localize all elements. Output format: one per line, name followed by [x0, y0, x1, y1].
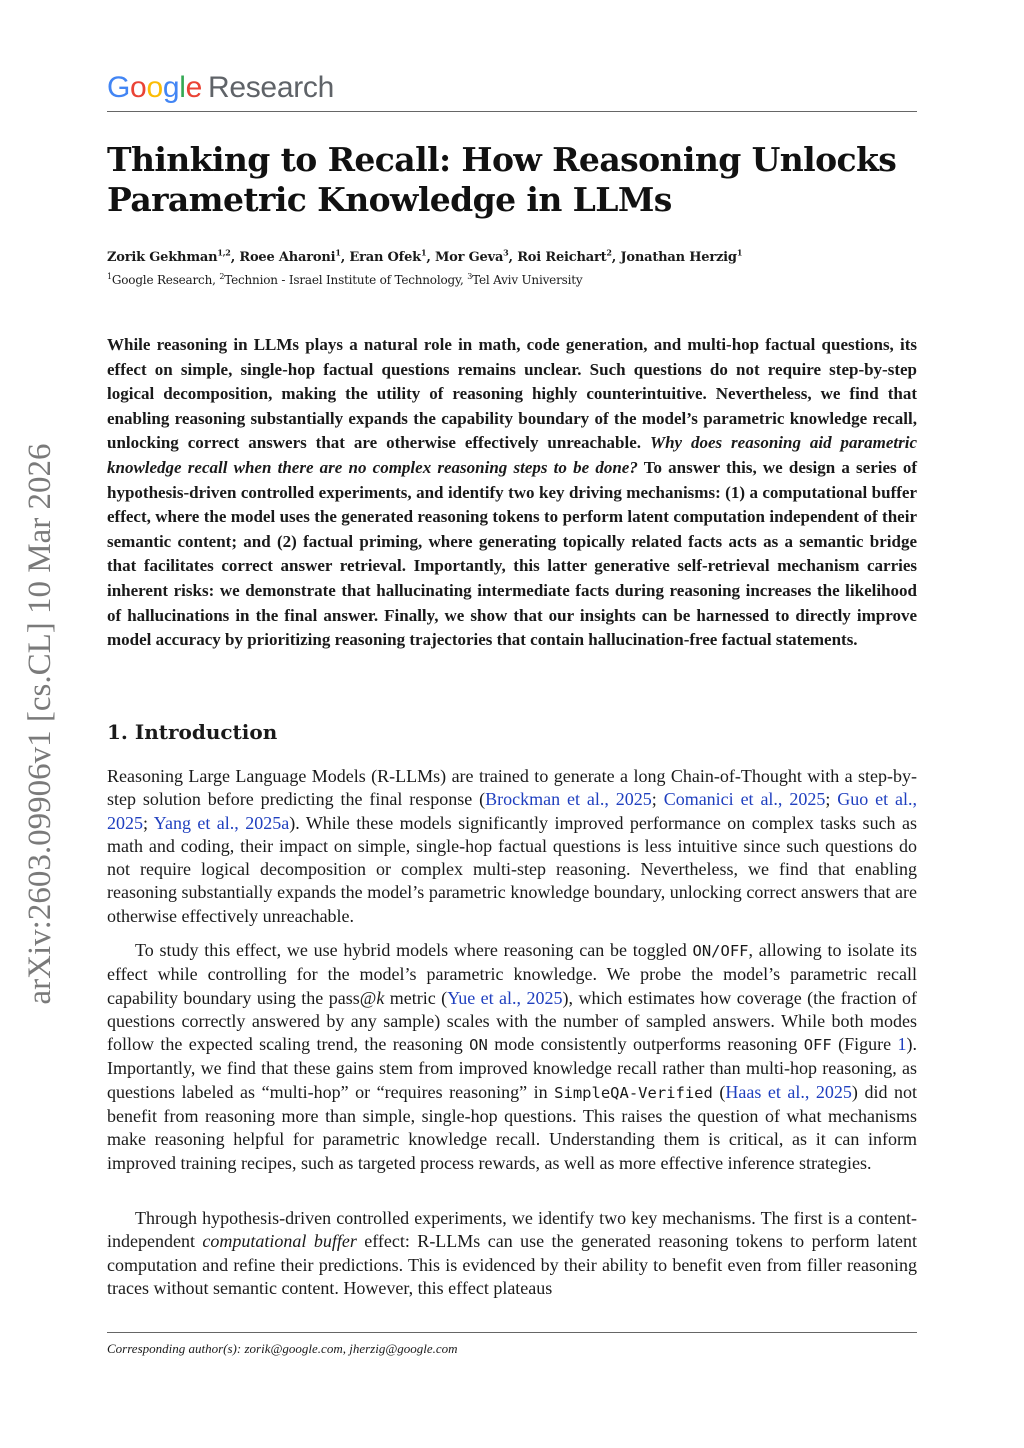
affil-sup: 1 — [107, 272, 112, 281]
body-text: To study this effect, we use hybrid models where reasoning can be toggled — [135, 940, 693, 960]
logo-letter: g — [162, 71, 180, 104]
author-name: Roee Aharoni — [239, 250, 336, 265]
body-text: (Figure — [831, 1034, 898, 1055]
abstract — [107, 333, 917, 653]
footer-rule — [107, 1332, 917, 1333]
body-text: Through hypothesis-driven controlled experiments, we identify two key mechanisms. The first is a content-independent — [107, 1208, 917, 1252]
abstract-text: While reasoning in LLMs plays a natural role in math, code generation, and multi-hop factual questions, its effect on simple, single-hop factual questions remains unclear. Such questions do not require step-by-step logical decomposition, making the utility of reasoning highly counterintuitive. Nevertheless, we find that enabling reasoning substantially expands the capability boundary of the model’s parametric knowledge recall, unlocking correct answers that are otherwise effectively unreachable. — [107, 335, 917, 453]
logo-letter: o — [146, 71, 163, 104]
math-variable: k — [376, 987, 385, 1008]
author-name: Eran Ofek — [349, 250, 421, 265]
author-affil-sup: 2 — [606, 247, 612, 258]
section-heading-introduction: 1. Introduction — [107, 720, 278, 744]
body-text: ; — [143, 812, 154, 833]
logo-letter: l — [179, 71, 186, 104]
author-name: Roi Reichart — [517, 250, 607, 265]
citation-link[interactable]: Haas et al., 2025 — [725, 1081, 852, 1102]
citation-link[interactable]: Comanici et al., 2025 — [663, 789, 826, 810]
corresponding-author-note: Corresponding author(s): zorik@google.com, jherzig@google.com — [107, 1341, 458, 1356]
logo-letter: e — [185, 71, 202, 104]
author-affil-sup: 1 — [335, 247, 341, 258]
affiliation-name: Google Research — [111, 273, 213, 287]
code-term: ON/OFF — [692, 942, 749, 960]
logo-letter: G — [107, 71, 131, 104]
code-term: ON — [469, 1036, 488, 1055]
intro-paragraph-2 — [107, 939, 917, 1175]
author-affil-sup: 1 — [736, 247, 743, 258]
body-text: ; — [651, 789, 664, 810]
body-text: Reasoning Large Language Models (R-LLMs) are trained to generate a long Chain-of-Thought with a step-by-step solution before predicting the final response ( — [107, 766, 917, 810]
citation-link[interactable]: Yue et al., 2025 — [447, 987, 563, 1008]
author-affil-sup: 1 — [420, 247, 427, 258]
body-text: effect: R-LLMs can use the generated reasoning tokens to perform latent computation and refine their predictions. This is evidenced by their ability to benefit even from filler reasoning traces without semantic content. However, this effect plateaus — [107, 1231, 917, 1298]
body-text: ). While these models significantly improved performance on complex tasks such as math and coding, their impact on simple, single-hop factual questions is less intuitive since such questions do not require logical decomposition or complex multi-step reasoning. Nevertheless, we find that enabling reasoning substantially expands the model’s parametric knowledge boundary, unlocking correct answers that are otherwise effectively unreachable. — [107, 812, 917, 926]
author-affil-sup: 3 — [503, 247, 509, 258]
citation-link[interactable]: Brockman et al., 2025 — [485, 789, 652, 810]
affil-sup: 2 — [219, 272, 225, 281]
code-term: SimpleQA-Verified — [554, 1083, 713, 1102]
citation-link[interactable]: Guo et al., 2025 — [107, 789, 917, 833]
arxiv-side-stamp: arXiv:2603.09906v1 [cs.CL] 10 Mar 2026 — [22, 443, 58, 1005]
code-term: OFF — [803, 1036, 832, 1055]
body-text: , allowing to isolate its effect while controlling for the model’s parametric knowledge. We probe the model’s parametric recall capability boundary using the pass@ — [107, 940, 917, 1008]
emphasis-term: computational buffer — [202, 1231, 357, 1252]
abstract-question: Why does reasoning aid parametric knowledge recall when there are no complex reasoning steps to be done? — [107, 433, 917, 477]
affiliation-list: $^1$Google Research, $^2$Technion - Israel Institute of Technology, $^3$Tel Aviv University — [107, 272, 583, 287]
paper-title: Thinking to Recall: How Reasoning Unlocks Parametric Knowledge in LLMs — [107, 140, 897, 219]
header-rule — [107, 111, 917, 112]
figure-ref-link[interactable]: 1 — [897, 1034, 907, 1055]
body-text: ; — [825, 789, 838, 810]
logo-suffix: Research — [207, 71, 334, 104]
author-name: Zorik Gekhman — [107, 250, 218, 265]
author-affil-sup: 1,2 — [217, 247, 231, 258]
body-text: ). Importantly, we find that these gains stem from improved knowledge recall rather than multi-hop reasoning, as questions labeled as “multi-hop” or “requires reasoning” in — [107, 1034, 917, 1102]
body-text: ( — [712, 1081, 726, 1102]
affiliation-name: Tel Aviv University — [472, 273, 583, 287]
affil-sup: 3 — [467, 272, 473, 281]
abstract-text: To answer this, we design a series of hypothesis-driven controlled experiments, and identify two key driving mechanisms: (1) a computational buffer effect, where the model uses the generated reasoning tokens to perform latent computation independent of their semantic content; and (2) factual priming, where generating topically related facts acts as a semantic bridge that facilitates correct answer retrieval. Importantly, this latter generative self-retrieval mechanism carries inherent risks: we demonstrate that hallucinating intermediate facts during reasoning increases the likelihood of hallucinations in the final answer. Finally, we show that our insights can be harnessed to directly improve model accuracy by prioritizing reasoning trajectories that contain hallucination-free factual statements. — [107, 457, 917, 650]
body-text: ) did not benefit from reasoning more than simple, single-hop questions. This raises the question of what mechanisms make reasoning helpful for parametric knowledge recall. Understanding them is critical, as it can inform improved training recipes, such as targeted process rewards, as well as more effective inference strategies. — [107, 1081, 917, 1173]
body-text: mode consistently outperforms reasoning — [487, 1034, 804, 1055]
intro-paragraph-1 — [107, 765, 917, 928]
body-text: metric ( — [384, 987, 448, 1008]
intro-paragraph-3 — [107, 1207, 917, 1300]
author-name: Jonathan Herzig — [620, 250, 737, 265]
google-research-logo — [107, 70, 334, 106]
citation-link[interactable]: Yang et al., 2025a — [153, 812, 290, 833]
author-name: Mor Geva — [434, 250, 504, 265]
logo-letter: o — [130, 71, 147, 104]
body-text: ), which estimates how coverage (the fraction of questions correctly answered by any sample) scales with the number of sampled answers. While both modes follow the expected scaling trend, the reasoning — [107, 987, 917, 1055]
author-list: Zorik Gekhman$^{1,2}$, Roee Aharoni$^1$, Eran Ofek$^1$, Mor Geva$^3$, Roi Reichart$^2$, Jonathan Herzig$^1$ — [107, 247, 743, 265]
affiliation-name: Technion - Israel Institute of Technology — [224, 273, 460, 287]
